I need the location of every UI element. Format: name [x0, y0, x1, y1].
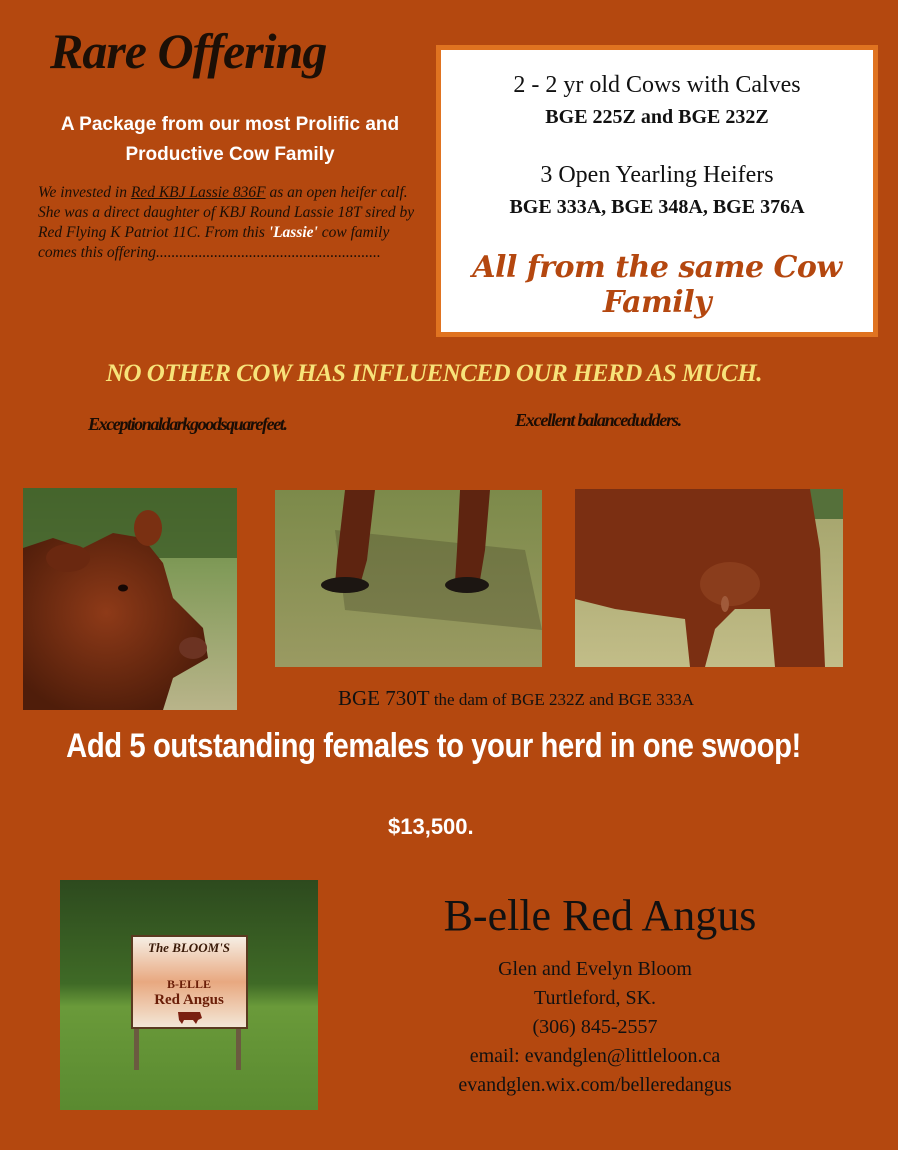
sign-line-1: The BLOOM'S — [148, 940, 230, 955]
ranch-sign-photo — [60, 880, 318, 1110]
cow-feet-photo — [275, 490, 542, 667]
ranch-email: email: evandglen@littleloon.ca — [469, 1045, 721, 1067]
offer-cows-ids: BGE 225Z and BGE 232Z — [545, 106, 769, 128]
subtitle — [30, 110, 430, 170]
intro-text-3: as an open heifer calf. She was a direct daughter of KBJ Round Lassie 18T sired by Red Flying K Patriot 11C. From this — [38, 184, 415, 241]
offer-box — [436, 45, 878, 337]
offer-heifers-ids: BGE 333A, BGE 348A, BGE 376A — [509, 196, 805, 218]
page-title: Rare Offering — [50, 23, 327, 79]
price: $13,500. — [388, 814, 474, 839]
offer-cows-heading: 2 - 2 yr old Cows with Calves — [513, 72, 801, 98]
subtitle-line-1: A Package from our most Prolific and — [60, 114, 400, 135]
sign-line-2: B-ELLE — [166, 977, 212, 991]
cow-udder-photo — [575, 489, 843, 667]
intro-text-5: cow family comes this offering.......................................................... — [38, 224, 390, 261]
ranch-owners: Glen and Evelyn Bloom — [498, 958, 692, 980]
ranch-phone: (306) 845-2557 — [532, 1016, 658, 1038]
feet-caption: Exceptionaldarkgoodsquarefeet. — [88, 414, 287, 434]
dam-name: BGE 730T — [338, 686, 430, 710]
intro-text-1: We invested in — [38, 184, 131, 201]
offer-family-tagline: All from the same Cow Family — [472, 250, 842, 320]
offer-heifers-heading: 3 Open Yearling Heifers — [540, 162, 774, 188]
udders-caption: Excellent balancedudders. — [515, 410, 681, 430]
cow-head-photo — [23, 488, 237, 710]
influence-banner: NO OTHER COW HAS INFLUENCED OUR HERD AS MUCH. — [105, 360, 763, 387]
subtitle-line-2: Productive Cow Family — [125, 144, 335, 165]
intro-family-name: 'Lassie' — [268, 224, 318, 241]
intro-sire-name: Red KBJ Lassie 836F — [130, 184, 266, 201]
dam-caption — [338, 686, 694, 711]
ranch-website: evandglen.wix.com/belleredangus — [458, 1074, 732, 1096]
intro-paragraph — [38, 183, 423, 263]
dam-detail: the dam of BGE 232Z and BGE 333A — [429, 690, 694, 709]
swoop-headline: Add 5 outstanding females to your herd in one swoop! — [66, 727, 801, 765]
sign-line-3: Red Angus — [154, 992, 224, 1008]
ranch-name: B-elle Red Angus — [443, 891, 757, 940]
ranch-location: Turtleford, SK. — [533, 987, 657, 1009]
